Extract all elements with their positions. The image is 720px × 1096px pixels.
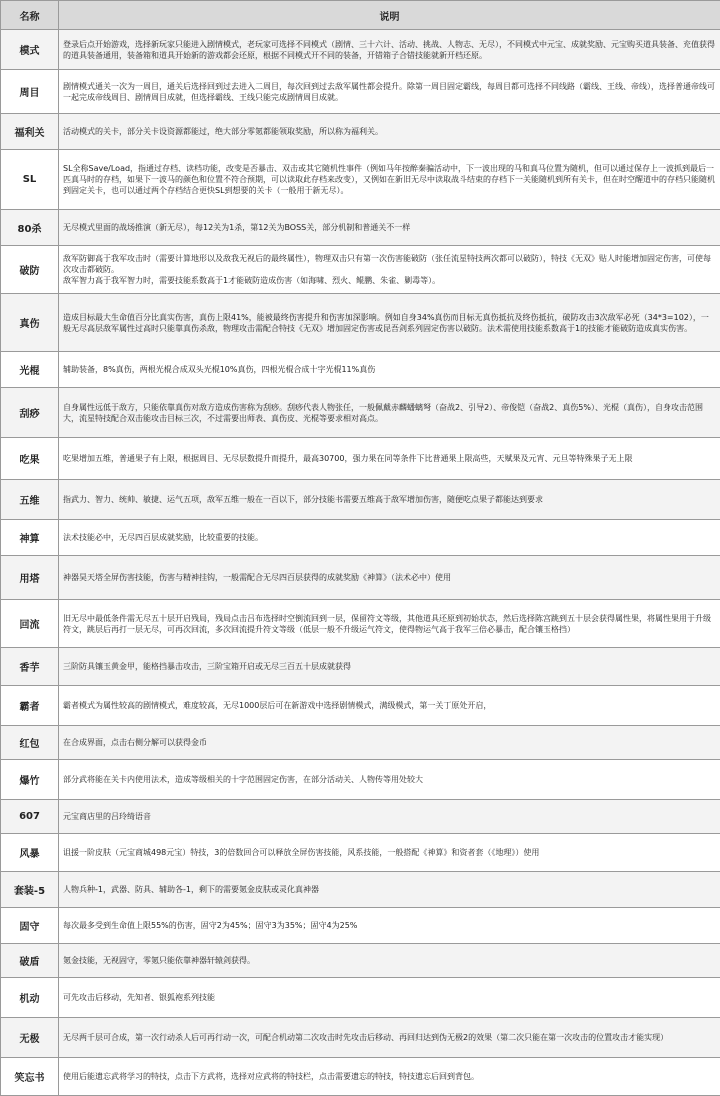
table-row	[1, 480, 720, 520]
term-description: 敌军防御高于我军攻击时（需要计算地形以及敌我无视后的最终属性），物理双击只有第一次伤害能破防（张任流星特技两次都可以破防），特技《无双》贴人时能增加固定伤害，可使每次攻击都破防。 敌军智力高于我军智力时，需要技能系数高于1才能破防造成伤害（如海啸、烈火、鲲鹏、朱雀、剿毒等）。	[59, 246, 720, 294]
table-row	[1, 114, 720, 150]
term-name: 刮痧	[1, 388, 59, 438]
table-row	[1, 726, 720, 760]
term-description: 吃果增加五维，普通果子有上限，根据周目、无尽层数提升而提升，最高30700，强力果在同等条件下比普通果上限高些，天赋果及元宵、元旦等特殊果子无上限	[59, 438, 720, 480]
term-name: SL	[1, 150, 59, 210]
term-description: 部分武将能在关卡内使用法术，造成等级相关的十字范围固定伤害，在部分活动关、人物传等用处较大	[59, 760, 720, 800]
table-row	[1, 760, 720, 800]
term-description: 三阶防具镶玉黄金甲，能格挡暴击攻击，三阶宝箱开启或无尽三百五十层成就获得	[59, 648, 720, 686]
term-name: 80杀	[1, 210, 59, 246]
term-description: 氪金技能，无视固守，零氪只能依靠神器轩辕剑获得。	[59, 944, 720, 978]
table-row	[1, 70, 720, 114]
header-name: 名称	[1, 1, 59, 30]
term-name: 破防	[1, 246, 59, 294]
table-row	[1, 600, 720, 648]
term-description: 每次最多受到生命值上限55%的伤害，固守2为45%；固守3为35%；固守4为25%	[59, 908, 720, 944]
term-name: 香芋	[1, 648, 59, 686]
term-name: 红包	[1, 726, 59, 760]
term-description: 旧无尽中最低条件需无尽五十层开启残局，残局点击吕布选择时空倒流回到一层，保留符文等级，其他道具还原到初始状态，然后选择陈宫跳到五十层会获得属性果，将属性果用于升级符文，跳层后再打一层无尽，可再次回流，多次回流提升符文等级（低层一般不升级运气符文，使得物运气高于我军三倍必暴击，配合镶玉格挡）	[59, 600, 720, 648]
table-row	[1, 352, 720, 388]
term-name: 五维	[1, 480, 59, 520]
table-row	[1, 944, 720, 978]
term-name: 机动	[1, 978, 59, 1018]
table-row	[1, 872, 720, 908]
term-name: 福利关	[1, 114, 59, 150]
term-description: 登录后点开始游戏，选择新玩家只能进入剧情模式，老玩家可选择不同模式（剧情、三十六计、活动、挑战、人物志、无尽），不同模式中元宝、成就奖励、元宝购买道具装备、充值获得的道具装备通用，装备箱和道具开始新的游戏都会还原，根据不同模式开不同的装备，开错箱子合错技能就新开档还原。	[59, 30, 720, 70]
term-description: 造成目标最大生命值百分比真实伤害，真伤上限41%，能被最终伤害提升和伤害加深影响。例如自身34%真伤而目标无真伤抵抗及终伤抵抗，破防攻击3次敌军必死（34*3=102），一般无尽高层敌军属性过高时只能靠真伤杀敌，物理攻击需配合特技《无双》增加固定伤害或昆吾剑系列固定伤害以破防。法术需使用技能系数高于1的技能才能破防造成真实伤害。	[59, 294, 720, 352]
term-name: 模式	[1, 30, 59, 70]
term-name: 光棍	[1, 352, 59, 388]
table-row	[1, 800, 720, 834]
term-name: 爆竹	[1, 760, 59, 800]
term-name: 笑忘书	[1, 1058, 59, 1096]
term-description: 霸者模式为属性较高的剧情模式，难度较高，无尽1000层后可在新游戏中选择剧情模式，满级模式，第一关丁原处开启，	[59, 686, 720, 726]
term-name: 破盾	[1, 944, 59, 978]
term-description: SL全称Save/Load，指通过存档、读档功能，改变是否暴击、双击或其它随机性事件（例如马年按醉秦骗活动中，下一波出现的马和真马位置为随机，但可以通过保存上一波抓到最后一匹真马时的存档，如果下一波马的颜色和位置不符合预期，可以读取此存档来改变），又例如在新旧无尽中读取战斗结束的存档下一关能随机到所有关卡，但在时空醒道中的存档只能随机到固定关卡，也可以通过两个存档结合更快SL到想要的关卡（一般用于新无尽）。	[59, 150, 720, 210]
term-name: 固守	[1, 908, 59, 944]
table-row	[1, 520, 720, 556]
term-name: 用塔	[1, 556, 59, 600]
term-description: 元宝商店里的吕玲绮语音	[59, 800, 720, 834]
table-row	[1, 1058, 720, 1096]
term-name: 无极	[1, 1018, 59, 1058]
term-name: 风暴	[1, 834, 59, 872]
table-row	[1, 556, 720, 600]
term-description: 辅助装备，8%真伤，两根光棍合成双头光棍10%真伤，四根光棍合成十字光棍11%真伤	[59, 352, 720, 388]
header-desc: 说明	[59, 1, 720, 30]
table-row	[1, 438, 720, 480]
table-row	[1, 388, 720, 438]
term-name: 真伤	[1, 294, 59, 352]
term-description: 活动模式的关卡，部分关卡设资源都能过，绝大部分零氪都能领取奖励，所以称为福利关。	[59, 114, 720, 150]
term-description: 诅援一阶皮肤（元宝商城498元宝）特技，3的倍数回合可以释放全屏伤害技能，风系技能，一般搭配《神算》和资者套（《地理》）使用	[59, 834, 720, 872]
table-row	[1, 150, 720, 210]
table-row	[1, 210, 720, 246]
table-row	[1, 908, 720, 944]
table-row	[1, 978, 720, 1018]
term-description: 指武力、智力、统帅、敏捷、运气五项，敌军五维一般在一百以下，部分技能书需要五维高于敌军增加伤害，随便吃点果子都能达到要求	[59, 480, 720, 520]
term-description: 无尽两千层可合成，第一次行动杀人后可再行动一次，可配合机动第二次攻击时先攻击后移动、再回归达到伪无极2的效果（第二次只能在第一次攻击的位置攻击才能实现）	[59, 1018, 720, 1058]
term-description: 自身属性远低于敌方，只能依靠真伤对敌方造成伤害称为刮痧。刮痧代表人物张任，一般佩戴赤麟蟠螭弩（奋战2、引导2）、帝俊铠（奋战2、真伤5%）、光棍（真伤），自身攻击范围大，流星特技配合双击能攻击目标三次，不过需要出师表、真伤皮、光棍等要求相对高点。	[59, 388, 720, 438]
term-description: 无尽模式里面的战场推演（新无尽），每12关为1杀，第12关为BOSS关，部分机制和普通关不一样	[59, 210, 720, 246]
table-header-row	[1, 1, 720, 30]
term-description: 人物兵种-1，武器、防具、辅助各-1，剩下的需要氪金皮肤或灵化真神器	[59, 872, 720, 908]
term-description: 在合成界面，点击右侧分解可以获得金币	[59, 726, 720, 760]
term-description: 神器昊天塔全屏伤害技能，伤害与精神挂钩，一般需配合无尽四百层获得的成就奖励《神算》（法术必中）使用	[59, 556, 720, 600]
table-row	[1, 1018, 720, 1058]
term-name: 神算	[1, 520, 59, 556]
term-name: 回流	[1, 600, 59, 648]
table-row	[1, 686, 720, 726]
table-body	[1, 30, 720, 1096]
term-name: 607	[1, 800, 59, 834]
table-row	[1, 834, 720, 872]
term-description: 可先攻击后移动，先知者、银狐袍系列技能	[59, 978, 720, 1018]
term-description: 使用后能遗忘武将学习的特技，点击下方武将，选择对应武将的特技栏，点击需要遗忘的特技，特技遗忘后回到背包。	[59, 1058, 720, 1096]
table-row	[1, 648, 720, 686]
term-description: 法术技能必中，无尽四百层成就奖励，比较重要的技能。	[59, 520, 720, 556]
term-name: 吃果	[1, 438, 59, 480]
term-name: 霸者	[1, 686, 59, 726]
table-row	[1, 294, 720, 352]
table-row	[1, 246, 720, 294]
term-name: 周目	[1, 70, 59, 114]
table-row	[1, 30, 720, 70]
term-name: 套装-5	[1, 872, 59, 908]
term-description: 剧情模式通关一次为一周目，通关后选择回到过去进入二周目，每次回到过去敌军属性都会提升。除第一周目固定霸线，每周目都可选择不同线路（霸线、王线、帝线），选择普通帝线可一起完成帝线周目、剧情周目成就，但选择霸线、王线只能完成剧情周目成就。	[59, 70, 720, 114]
